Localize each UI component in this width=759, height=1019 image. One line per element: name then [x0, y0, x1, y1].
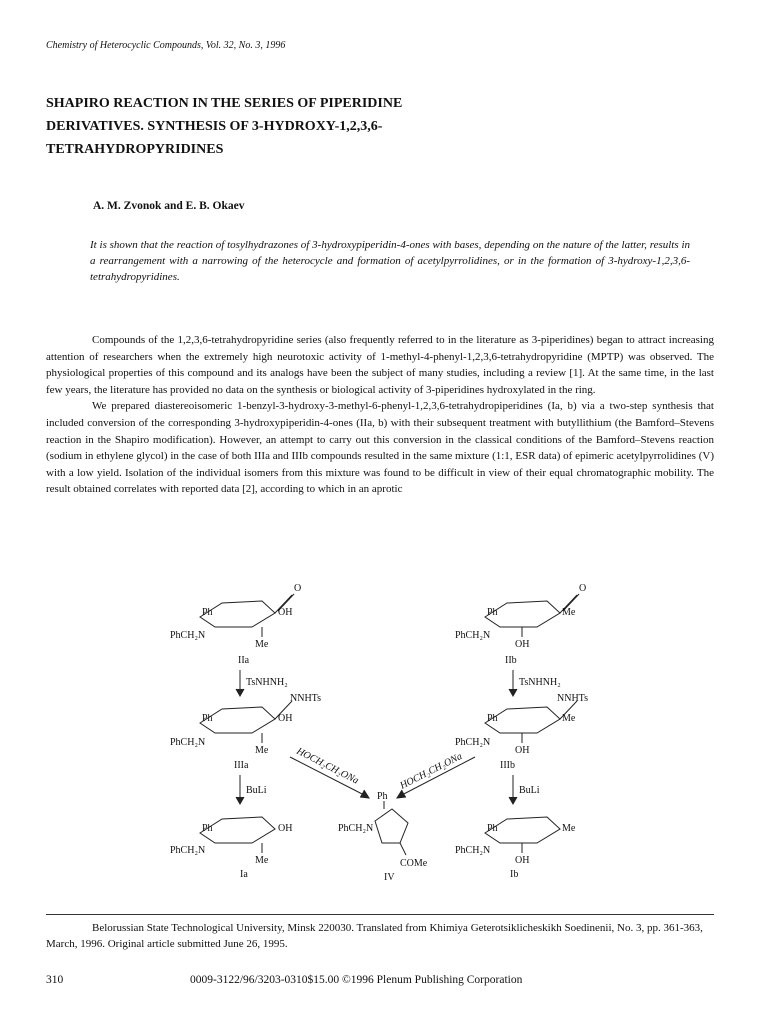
- methyl-label: Me: [255, 745, 269, 756]
- article-title: [46, 92, 486, 161]
- paragraph: We prepared diastereoisomeric 1-benzyl-3-hydroxy-3-methyl-6-phenyl-1,2,3,6-tetrahydropiperidines (Ia, b) via a two-step synthesis that included conversion of the corresponding 3-hydroxypiperidin-4-ones (IIa, b) with their subsequent treatment with butyllithium (the Bamford–Stevens reaction in the Shapiro modification). However, an attempt to carry out this conversion in the classical conditions of the Bamford–Stevens reaction (sodium in ethylene glycol) in the case of both IIIa and IIIb compounds resulted in the same mixture (1:1, ESR data) of epimeric acetylpyrrolidines (V) with a low yield. Isolation of the individual isomers from this mixture was found to be difficult in view of their equal chromatographic mobility. The result obtained correlates with reported data [2], according to which in an aprotic: [46, 400, 714, 496]
- benzyl-n-label: PhCH₂N: [338, 823, 374, 834]
- oxo-label: O: [294, 583, 302, 594]
- title-line: SHAPIRO REACTION IN THE SERIES OF PIPERIDINE: [46, 96, 403, 111]
- reagent-label: HOCH₂CH₂ONa: [398, 750, 465, 792]
- compound-label-Ia: Ia: [240, 869, 248, 880]
- reagent-label: BuLi: [519, 785, 540, 796]
- footnote: Belorussian State Technological University, Minsk 220030. Translated from Khimiya Geterotsiklicheskikh Soedinenii, No. 3, pp. 361-363, March, 1996. Original article submitted June 26, 1995.: [46, 922, 703, 950]
- reaction-scheme: [170, 575, 590, 885]
- hydroxy-label: OH: [278, 607, 293, 618]
- phenyl-label: Ph: [202, 607, 213, 618]
- phenyl-label: Ph: [487, 607, 498, 618]
- reagent-label: TsNHNH₂: [519, 677, 561, 688]
- tosylhydrazone-label: NNHTs: [557, 693, 588, 704]
- reagent-label: TsNHNH₂: [246, 677, 288, 688]
- benzyl-n-label: PhCH₂N: [455, 737, 491, 748]
- footnote-divider: [46, 914, 714, 915]
- hydroxy-label: OH: [515, 855, 530, 866]
- benzyl-n-label: PhCH₂N: [170, 845, 206, 856]
- compound-label-IIa: IIa: [238, 655, 250, 666]
- benzyl-n-label: PhCH₂N: [455, 845, 491, 856]
- reagent-label: HOCH₂CH₂ONa: [294, 745, 361, 787]
- abstract: It is shown that the reaction of tosylhydrazones of 3-hydroxypiperidin-4-ones with bases, depending on the nature of the latter, results in a rearrangement with a narrowing of the heterocycle and formation of acetylpyrrolidines, or in the formation of 3-hydroxy-1,2,3,6-tetrahydropyridines.: [90, 239, 690, 283]
- phenyl-label: Ph: [487, 713, 498, 724]
- compound-label-IV: IV: [384, 872, 395, 883]
- phenyl-label: Ph: [202, 713, 213, 724]
- phenyl-label: Ph: [487, 823, 498, 834]
- benzyl-n-label: PhCH₂N: [455, 630, 491, 641]
- title-line: DERIVATIVES. SYNTHESIS OF 3-HYDROXY-1,2,3,6-: [46, 119, 383, 134]
- hydroxy-label: OH: [278, 713, 293, 724]
- methyl-label: Me: [562, 823, 576, 834]
- title-line: TETRAHYDROPYRIDINES: [46, 142, 224, 157]
- hydroxy-label: OH: [515, 745, 530, 756]
- methyl-label: Me: [255, 855, 269, 866]
- methyl-label: Me: [255, 639, 269, 650]
- paragraph: Compounds of the 1,2,3,6-tetrahydropyridine series (also frequently referred to in the literature as 3-piperidines) began to attract increasing attention of researchers when the extremely high neurotoxic activity of 1-methyl-4-phenyl-1,2,3,6-tetrahydropyridine (MPTP) was observed. The physiological properties of this compound and its analogs have been the subject of many studies, including a review [1]. At the same time, in the last few years, the literature has provided no data on the synthesis or biological activity of 3-piperidines hydroxylated in the ring.: [46, 334, 714, 396]
- hydroxy-label: OH: [278, 823, 293, 834]
- compound-IV-structure: [375, 801, 408, 855]
- page-number: 310: [46, 974, 64, 986]
- acetyl-label: COMe: [400, 858, 428, 869]
- tosylhydrazone-label: NNHTs: [290, 693, 321, 704]
- methyl-label: Me: [562, 607, 576, 618]
- compound-label-IIIa: IIIa: [234, 760, 249, 771]
- compound-label-IIIb: IIIb: [500, 760, 515, 771]
- oxo-label: O: [579, 583, 587, 594]
- copyright-line: 0009-3122/96/3203-0310$15.00 ©1996 Plenum Publishing Corporation: [190, 974, 523, 986]
- compound-label-IIb: IIb: [505, 655, 517, 666]
- benzyl-n-label: PhCH₂N: [170, 630, 206, 641]
- authors: A. M. Zvonok and E. B. Okaev: [93, 200, 245, 212]
- benzyl-n-label: PhCH₂N: [170, 737, 206, 748]
- compound-label-Ib: Ib: [510, 869, 519, 880]
- hydroxy-label: OH: [515, 639, 530, 650]
- phenyl-label: Ph: [377, 791, 388, 802]
- reagent-label: BuLi: [246, 785, 267, 796]
- journal-header: Chemistry of Heterocyclic Compounds, Vol. 32, No. 3, 1996: [46, 40, 286, 51]
- methyl-label: Me: [562, 713, 576, 724]
- phenyl-label: Ph: [202, 823, 213, 834]
- body-text: [46, 332, 714, 498]
